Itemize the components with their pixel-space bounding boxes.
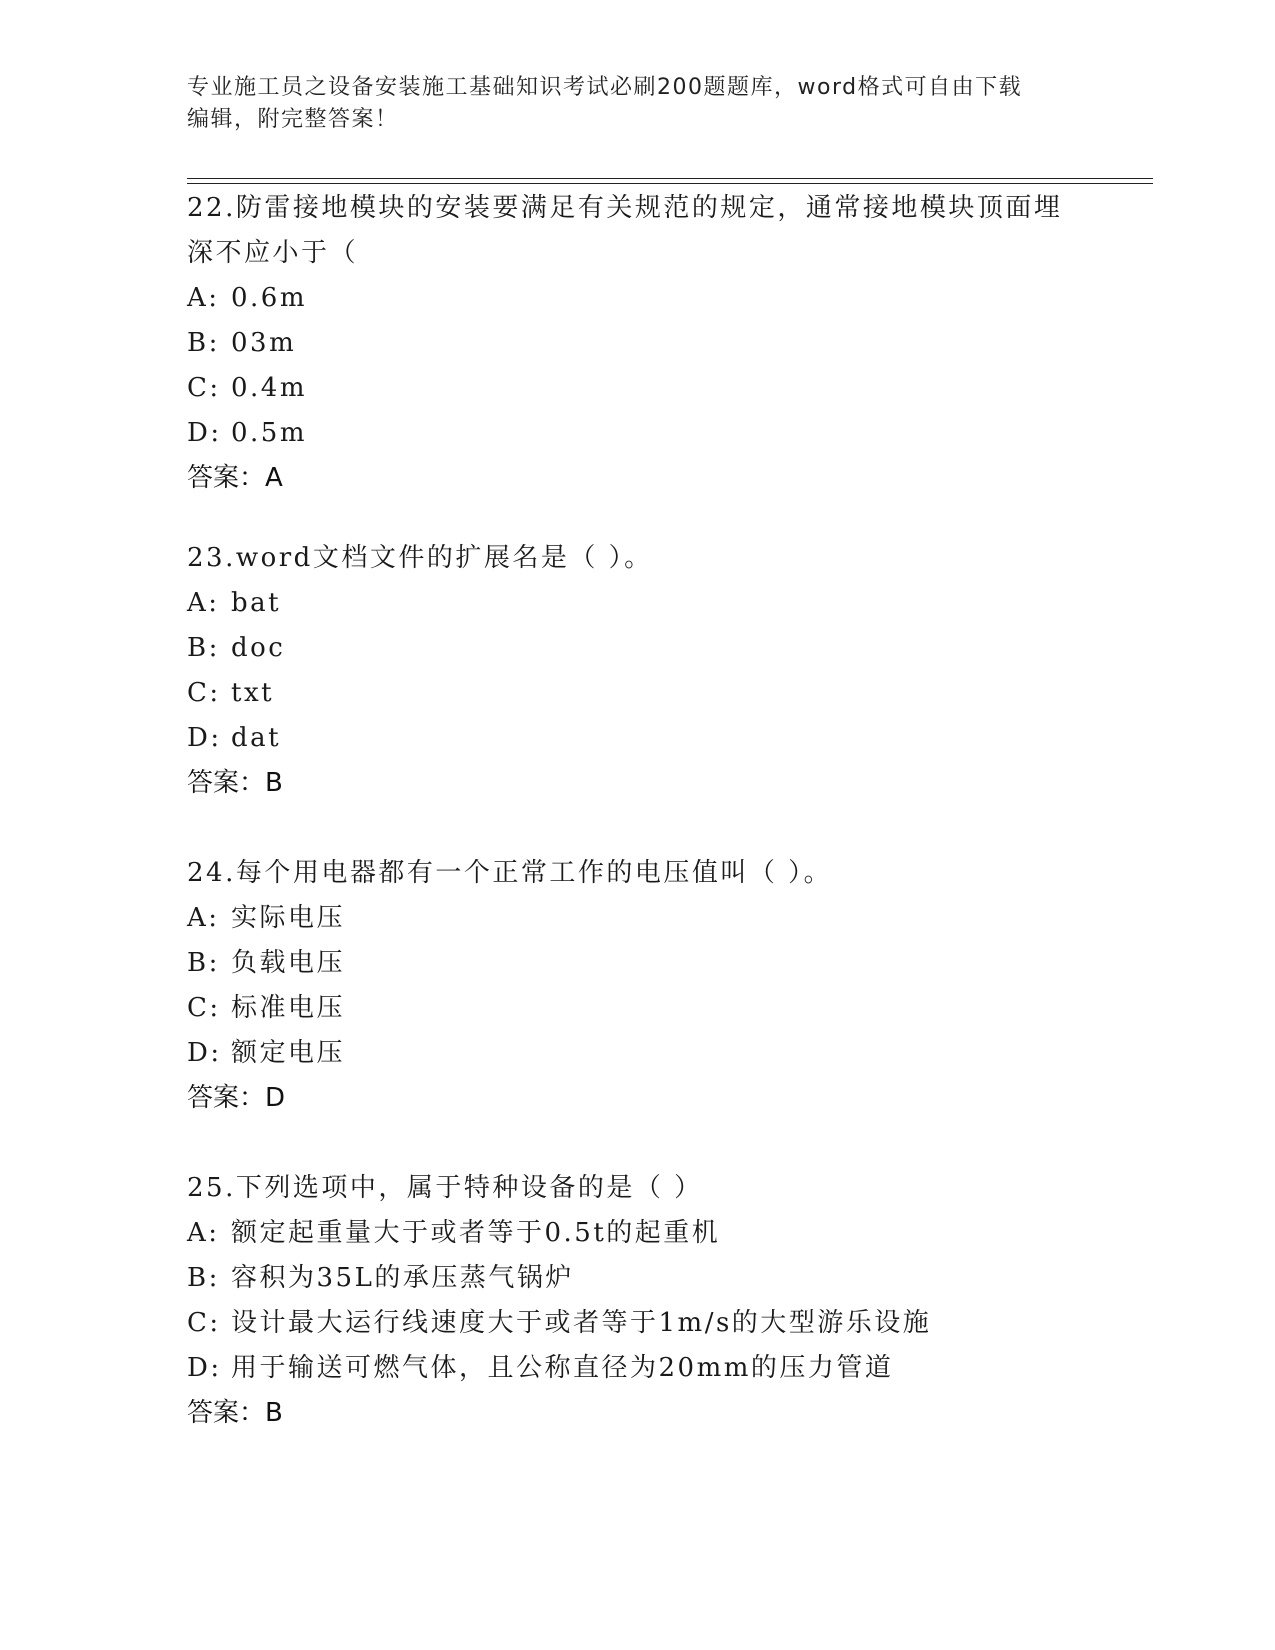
option-a <box>187 896 1087 941</box>
question-22 <box>187 186 1087 501</box>
option-letter: B: <box>187 633 220 663</box>
question-text: 24.每个用电器都有一个正常工作的电压值叫（ ）。 <box>187 858 833 888</box>
option-text: 0.4m <box>231 373 308 403</box>
option-a <box>187 1211 1087 1256</box>
header-line-1: 专业施工员之设备安装施工基础知识考试必刷200题题库，word格式可自由下载 <box>187 75 1023 100</box>
option-letter: C: <box>187 373 221 403</box>
header-divider-bottom <box>187 183 1153 184</box>
option-letter: A: <box>187 283 220 313</box>
option-text: 额定电压 <box>231 1038 346 1068</box>
option-text: 03m <box>231 328 297 358</box>
answer-value: D <box>265 1083 286 1113</box>
answer-value: B <box>265 1398 283 1428</box>
option-text: 负载电压 <box>231 948 346 978</box>
option-text: 0.5m <box>231 418 308 448</box>
question-text: 23.word文档文件的扩展名是（ ）。 <box>187 543 653 573</box>
question-23 <box>187 536 1087 806</box>
option-text: 实际电压 <box>231 903 346 933</box>
answer-line <box>187 456 1087 501</box>
option-letter: D: <box>187 1038 222 1068</box>
answer-value: B <box>265 768 283 798</box>
header-line-2: 编辑，附完整答案！ <box>187 107 399 132</box>
option-letter: C: <box>187 993 221 1023</box>
answer-label: 答案： <box>187 1398 266 1428</box>
option-c <box>187 986 1087 1031</box>
answer-line <box>187 761 1087 806</box>
option-c <box>187 671 1087 716</box>
answer-label: 答案： <box>187 1083 266 1113</box>
answer-value: A <box>265 463 283 493</box>
option-d <box>187 411 1087 456</box>
question-24 <box>187 851 1087 1121</box>
option-text: dat <box>231 723 282 753</box>
option-b <box>187 626 1087 671</box>
option-text: doc <box>231 633 286 663</box>
answer-label: 答案： <box>187 463 266 493</box>
option-c <box>187 366 1087 411</box>
header-divider-top <box>187 178 1153 179</box>
option-text: bat <box>231 588 282 618</box>
option-b <box>187 1256 1087 1301</box>
option-letter: B: <box>187 948 220 978</box>
option-text: 额定起重量大于或者等于0.5t的起重机 <box>231 1218 721 1248</box>
option-text: txt <box>231 678 275 708</box>
option-c <box>187 1301 1087 1346</box>
option-text: 0.6m <box>231 283 308 313</box>
answer-label: 答案： <box>187 768 266 798</box>
option-d <box>187 716 1087 761</box>
option-text: 容积为35L的承压蒸气锅炉 <box>231 1263 574 1293</box>
document-header <box>187 72 1067 136</box>
option-text: 标准电压 <box>231 993 346 1023</box>
option-a <box>187 276 1087 321</box>
option-letter: D: <box>187 1353 222 1383</box>
question-text: 25.下列选项中，属于特种设备的是（ ） <box>187 1173 703 1203</box>
option-letter: C: <box>187 678 221 708</box>
answer-line <box>187 1076 1087 1121</box>
option-d <box>187 1346 1087 1391</box>
question-text-continued: 深不应小于（ <box>187 238 359 268</box>
option-letter: B: <box>187 1263 220 1293</box>
option-letter: A: <box>187 588 220 618</box>
option-a <box>187 581 1087 626</box>
option-text: 用于输送可燃气体，且公称直径为20mm的压力管道 <box>231 1353 894 1383</box>
question-text: 22.防雷接地模块的安装要满足有关规范的规定，通常接地模块顶面埋 <box>187 193 1063 223</box>
option-d <box>187 1031 1087 1076</box>
option-letter: D: <box>187 723 222 753</box>
question-25 <box>187 1166 1087 1436</box>
option-letter: B: <box>187 328 220 358</box>
option-b <box>187 321 1087 366</box>
option-letter: C: <box>187 1308 221 1338</box>
option-b <box>187 941 1087 986</box>
answer-line <box>187 1391 1087 1436</box>
option-letter: A: <box>187 1218 220 1248</box>
option-letter: D: <box>187 418 222 448</box>
option-text: 设计最大运行线速度大于或者等于1m/s的大型游乐设施 <box>231 1308 932 1338</box>
option-letter: A: <box>187 903 220 933</box>
